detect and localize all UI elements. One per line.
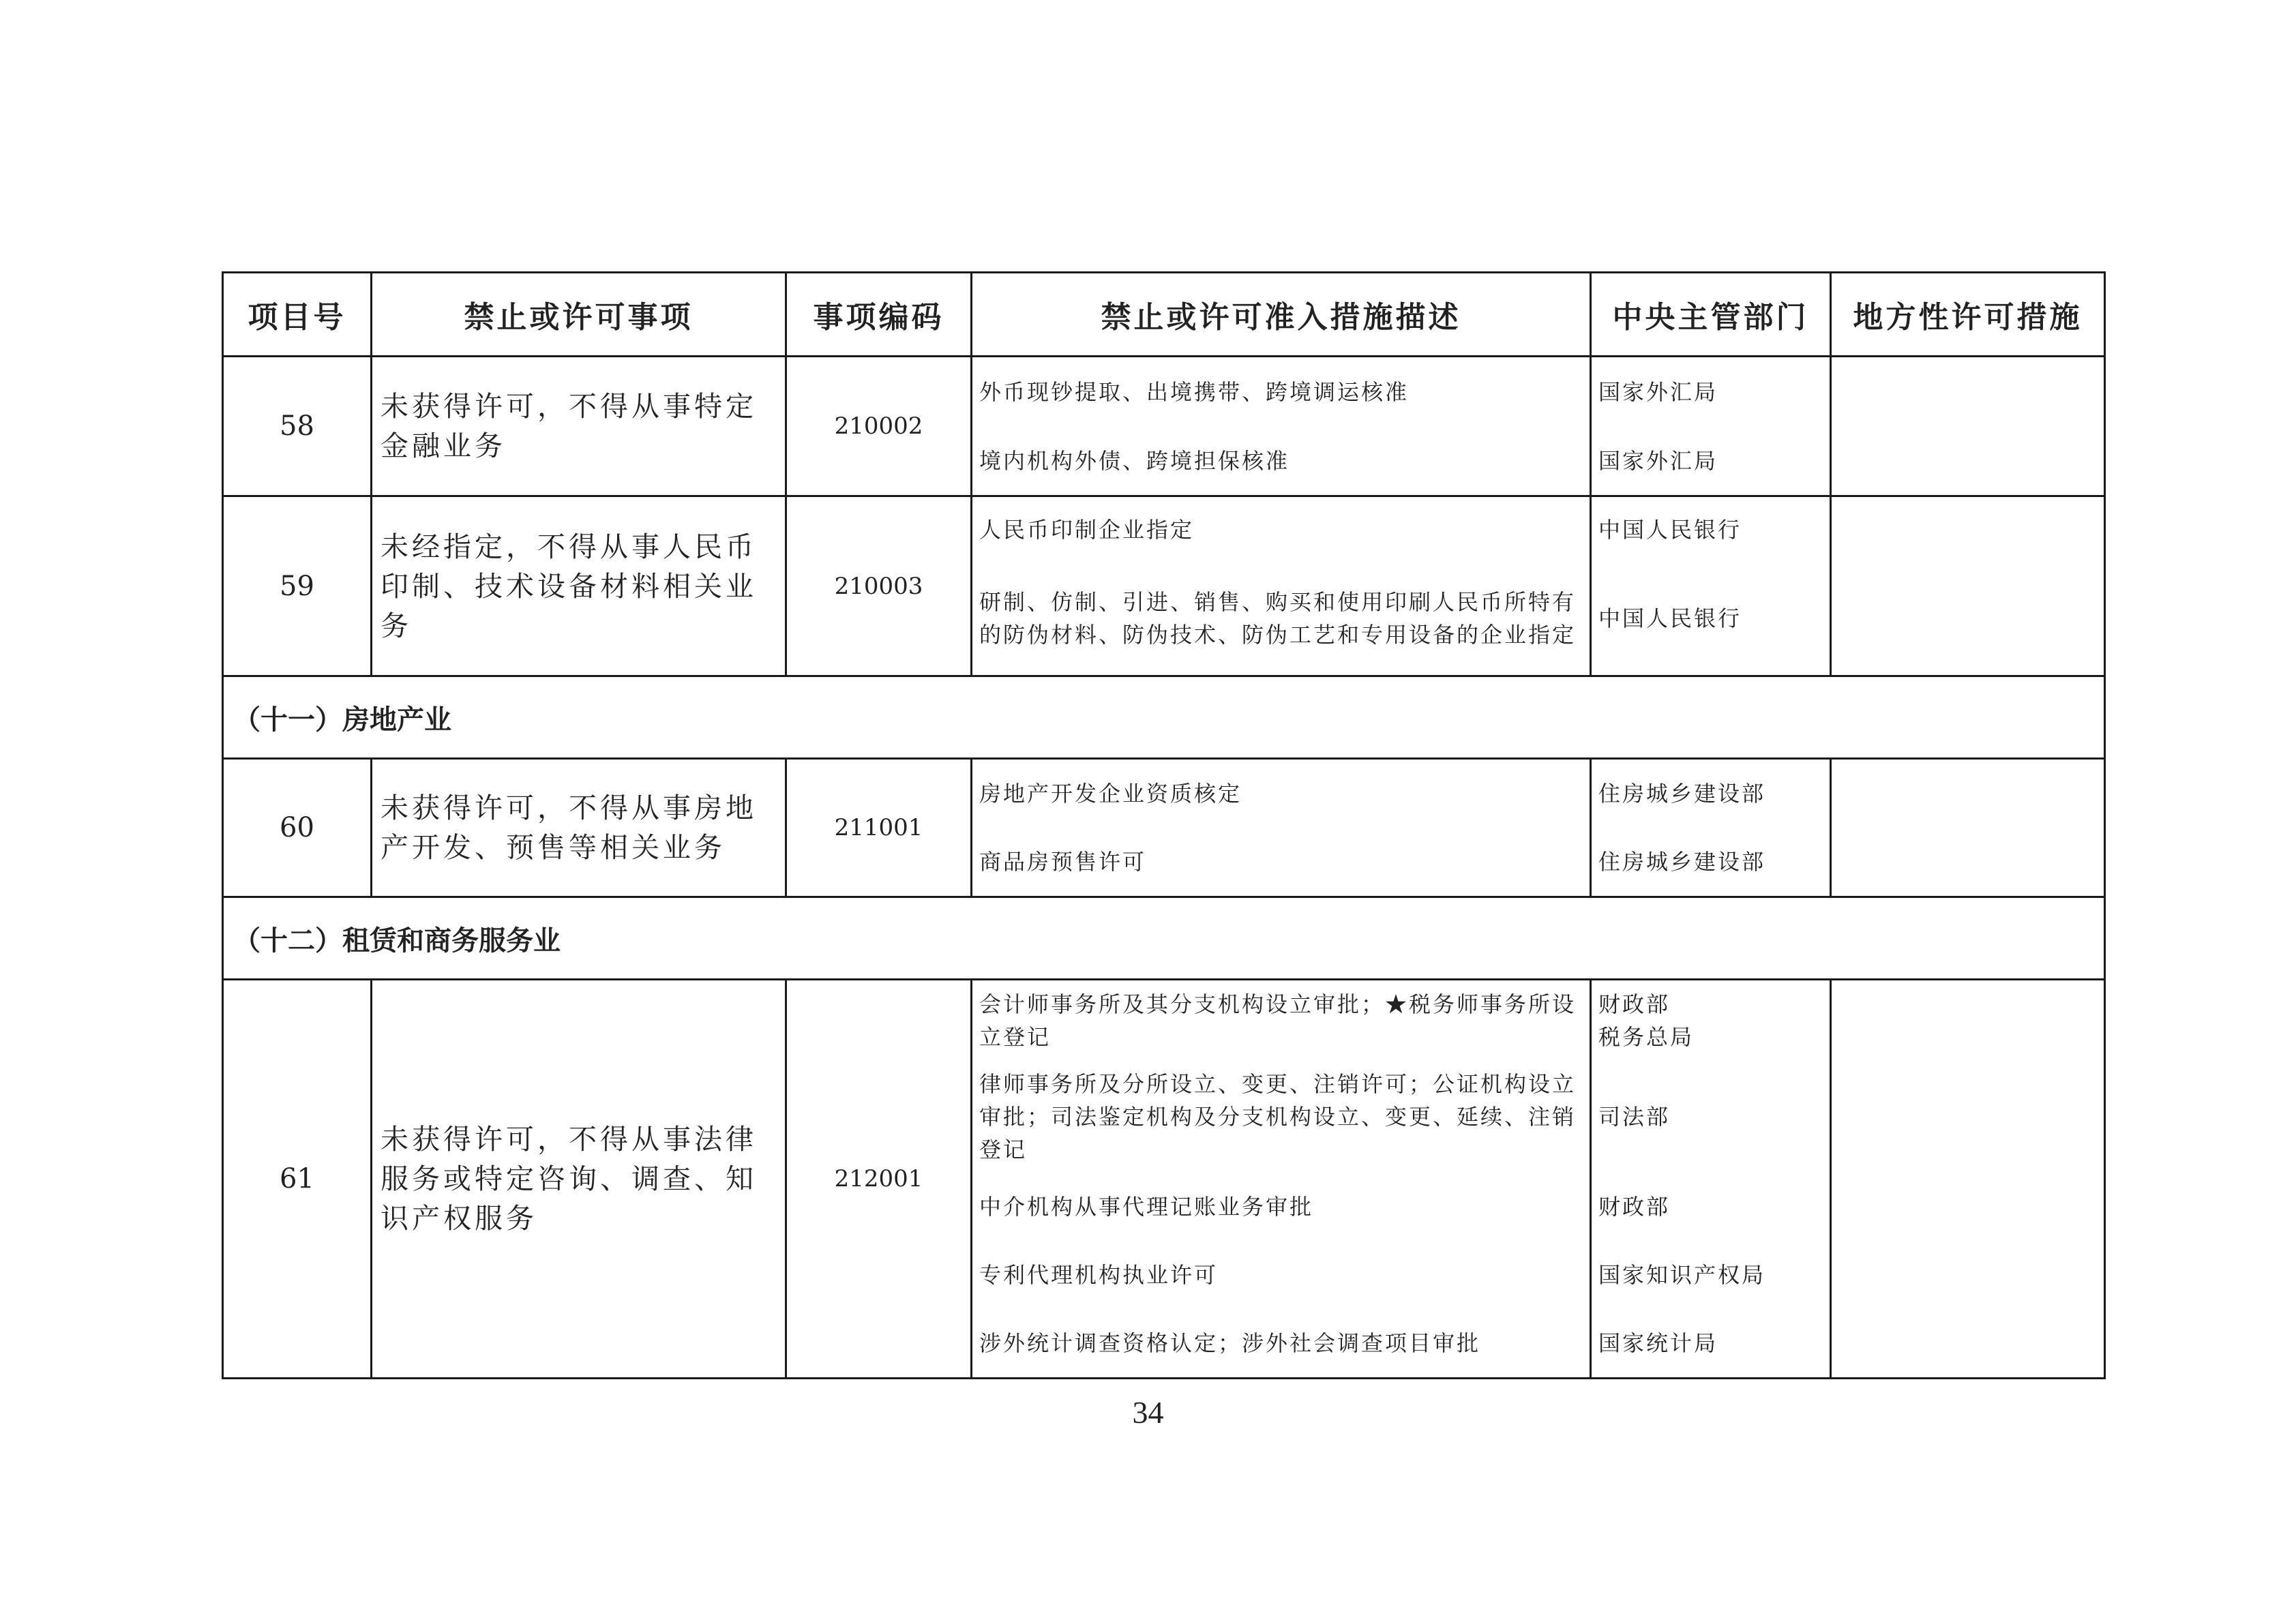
measure-description: 境内机构外债、跨境担保核准 [979, 447, 1290, 474]
measure-department: 国家外汇局 [1598, 447, 1718, 474]
measure-description: 中介机构从事代理记账业务审批 [979, 1194, 1314, 1220]
measure-description: 涉外统计调查资格认定；涉外社会调查项目审批 [979, 1330, 1481, 1356]
row-local-measures [1831, 759, 2105, 897]
header-code: 事项编码 [786, 273, 972, 357]
measure-department: 国家外汇局 [1598, 378, 1718, 405]
table-row [223, 980, 2105, 1379]
row-code: 212001 [786, 980, 972, 1379]
row-item: 未经指定，不得从事人民币印制、技术设备材料相关业务 [372, 496, 786, 676]
table-row [223, 496, 2105, 676]
table-row [223, 357, 2105, 496]
measure-description: 人民币印制企业指定 [979, 516, 1195, 543]
row-number: 60 [223, 759, 372, 897]
row-number: 61 [223, 980, 372, 1379]
measure-department: 中国人民银行 [1598, 516, 1742, 543]
section-title: （十一）房地产业 [223, 676, 2105, 759]
row-departments [1591, 496, 1831, 676]
measure-description: 商品房预售许可 [979, 849, 1147, 875]
header-local-measures: 地方性许可措施 [1831, 273, 2105, 357]
measure-department: 国家统计局 [1598, 1330, 1718, 1356]
row-departments [1591, 980, 1831, 1379]
permit-table [222, 271, 2106, 1379]
row-departments [1591, 357, 1831, 496]
measure-description: 律师事务所及分所设立、变更、注销许可；公证机构设立审批；司法鉴定机构及分支机构设立、变更、延续、注销登记 [979, 1071, 1577, 1162]
header-description: 禁止或许可准入措施描述 [972, 273, 1591, 357]
header-department: 中央主管部门 [1591, 273, 1831, 357]
row-descriptions [972, 980, 1591, 1379]
row-code: 211001 [786, 759, 972, 897]
measure-department: 中国人民银行 [1598, 605, 1742, 631]
header-item: 禁止或许可事项 [372, 273, 786, 357]
row-departments [1591, 759, 1831, 897]
measure-department: 住房城乡建设部 [1598, 849, 1766, 875]
measure-description: 研制、仿制、引进、销售、购买和使用印刷人民币所特有的防伪材料、防伪技术、防伪工艺和专用设备的企业指定 [979, 589, 1577, 648]
header-item-no: 项目号 [223, 273, 372, 357]
row-item: 未获得许可，不得从事房地产开发、预售等相关业务 [372, 759, 786, 897]
row-local-measures [1831, 980, 2105, 1379]
measure-department: 国家知识产权局 [1598, 1262, 1766, 1288]
row-local-measures [1831, 357, 2105, 496]
row-descriptions [972, 759, 1591, 897]
measure-department: 财政部 税务总局 [1598, 991, 1695, 1050]
row-number: 58 [223, 357, 372, 496]
measure-department: 财政部 [1598, 1194, 1671, 1220]
measure-department: 住房城乡建设部 [1598, 781, 1766, 807]
section-header-row [223, 897, 2105, 980]
page-number: 34 [1132, 1395, 1164, 1430]
row-descriptions [972, 357, 1591, 496]
row-item: 未获得许可，不得从事特定金融业务 [372, 357, 786, 496]
row-item: 未获得许可，不得从事法律服务或特定咨询、调查、知识产权服务 [372, 980, 786, 1379]
table-header-row [223, 273, 2105, 357]
measure-department: 司法部 [1598, 1104, 1671, 1130]
row-number: 59 [223, 496, 372, 676]
section-title: （十二）租赁和商务服务业 [223, 897, 2105, 980]
measure-description: 专利代理机构执业许可 [979, 1262, 1219, 1288]
section-header-row [223, 676, 2105, 759]
row-descriptions [972, 496, 1591, 676]
row-local-measures [1831, 496, 2105, 676]
measure-description: 会计师事务所及其分支机构设立审批；★税务师事务所设立登记 [979, 991, 1577, 1050]
measure-description: 外币现钞提取、出境携带、跨境调运核准 [979, 378, 1410, 405]
table-row [223, 759, 2105, 897]
row-code: 210003 [786, 496, 972, 676]
measure-description: 房地产开发企业资质核定 [979, 781, 1242, 807]
row-code: 210002 [786, 357, 972, 496]
